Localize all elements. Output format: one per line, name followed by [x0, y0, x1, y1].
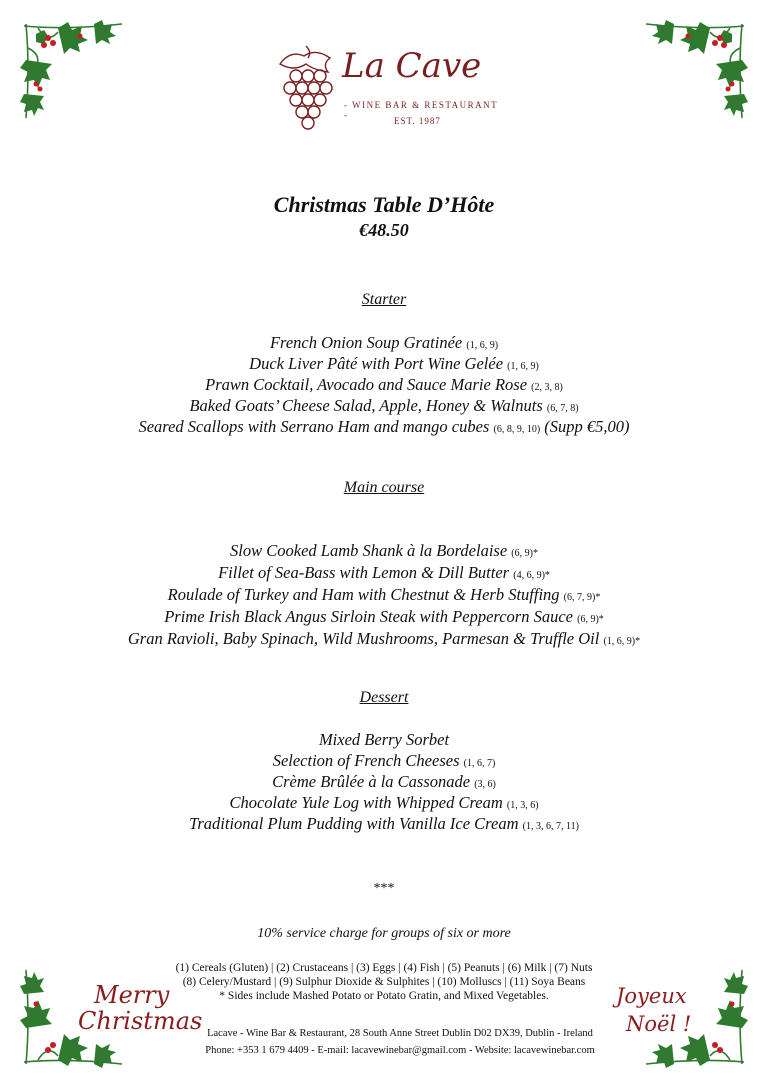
logo-established: EST. 1987: [394, 116, 441, 126]
menu-item: [0, 772, 768, 792]
allergen-codes: (1, 6, 9)*: [603, 636, 641, 647]
section-heading-main-course: Main course: [343, 479, 425, 496]
menu-item: [10, 354, 768, 374]
menu-item-name: French Onion Soup Gratinée: [269, 333, 463, 352]
menu-item: [0, 629, 768, 649]
noel-line: Noël !: [626, 1012, 692, 1036]
allergen-codes: (2, 3, 8): [531, 382, 563, 393]
menu-item-name: Seared Scallops with Serrano Ham and mango cubes: [138, 417, 490, 436]
supplement-price: (Supp €5,00): [544, 417, 630, 436]
separator: ***: [373, 881, 395, 896]
logo-name: La Cave: [342, 46, 482, 86]
footer-address: Lacave - Wine Bar & Restaurant, 28 South Anne Street Dublin D02 DX39, Dublin - Ireland: [207, 1028, 593, 1039]
christmas-line: Christmas: [78, 1007, 203, 1035]
menu-item: [0, 814, 768, 834]
menu-item-name: Fillet of Sea-Bass with Lemon & Dill Butter: [218, 563, 510, 582]
menu-item: [0, 375, 768, 395]
allergen-codes: (1, 3, 6): [506, 800, 539, 811]
menu-item-name: Chocolate Yule Log with Whipped Cream: [229, 793, 503, 812]
menu-item: [0, 607, 768, 627]
allergen-codes: (1, 6, 9): [507, 361, 539, 372]
holly-corner-top-right-icon: [640, 18, 750, 123]
allergen-codes: (1, 3, 6, 7, 11): [522, 821, 579, 832]
menu-title: Christmas Table D’Hôte: [273, 192, 495, 217]
menu-item-name: Crème Brûlée à la Cassonade: [272, 772, 471, 791]
menu-item-name: Slow Cooked Lamb Shank à la Bordelaise: [230, 541, 508, 560]
service-note: 10% service charge for groups of six or more: [257, 926, 511, 941]
menu-item: [0, 541, 768, 561]
grape-bunch-icon: [276, 42, 338, 130]
allergen-codes: (6, 9)*: [577, 614, 604, 625]
menu-item-name: Selection of French Cheeses: [272, 751, 460, 770]
menu-item: [0, 585, 768, 605]
menu-item: [0, 730, 768, 750]
menu-item-name: Mixed Berry Sorbet: [318, 730, 450, 749]
allergen-codes: (6, 7, 8): [546, 403, 579, 414]
merry-line: Merry: [94, 981, 170, 1009]
footer-contact: Phone: +353 1 679 4409 - E-mail: lacavewinebar@gmail.com - Website: lacavewinebar.com: [205, 1045, 595, 1056]
joyeux-noel-text: [616, 982, 691, 1038]
menu-item: [0, 417, 768, 437]
allergen-legend-line-1: (1) Cereals (Gluten) | (2) Crustaceans | (3) Eggs | (4) Fish | (5) Peanuts | (6) Milk | (7) Nuts: [175, 962, 593, 974]
menu-item: [0, 333, 768, 353]
menu-item-name: Gran Ravioli, Baby Spinach, Wild Mushrooms, Parmesan & Truffle Oil: [127, 629, 600, 648]
joyeux-line: Joyeux: [616, 984, 687, 1008]
menu-item: [0, 563, 768, 583]
menu-price: €48.50: [359, 220, 409, 240]
menu-item-name: Prime Irish Black Angus Sirloin Steak with Peppercorn Sauce: [164, 607, 573, 626]
logo-subtitle: - WINE BAR & RESTAURANT -: [344, 100, 498, 120]
merry-christmas-text: [78, 982, 202, 1034]
menu-item: [0, 751, 768, 771]
logo: [272, 40, 502, 132]
sides-note: * Sides include Mashed Potato or Potato Gratin, and Mixed Vegetables.: [219, 990, 549, 1002]
allergen-codes: (6, 7, 9)*: [563, 592, 601, 603]
allergen-codes: (4, 6, 9)*: [513, 570, 550, 581]
menu-item: [0, 793, 768, 813]
menu-item-name: Roulade of Turkey and Ham with Chestnut & Herb Stuffing: [167, 585, 560, 604]
allergen-codes: (6, 9)*: [511, 548, 538, 559]
section-heading-dessert: Dessert: [359, 689, 409, 706]
menu-item-name: Prawn Cocktail, Avocado and Sauce Marie Rose: [205, 375, 528, 394]
section-heading-starter: Starter: [361, 291, 407, 308]
holly-corner-top-left-icon: [18, 18, 128, 123]
menu-item-name: Traditional Plum Pudding with Vanilla Ice Cream: [189, 814, 519, 833]
menu-item-name: Duck Liver Pâté with Port Wine Gelée: [249, 354, 504, 373]
menu-item: [0, 396, 768, 416]
allergen-codes: (6, 8, 9, 10): [493, 424, 541, 435]
allergen-codes: (1, 6, 9): [466, 340, 499, 351]
allergen-codes: (1, 6, 7): [463, 758, 496, 769]
menu-item-name: Baked Goats’ Cheese Salad, Apple, Honey & Walnuts: [189, 396, 543, 415]
allergen-legend-line-2: (8) Celery/Mustard | (9) Sulphur Dioxide & Sulphites | (10) Molluscs | (11) Soya Beans: [182, 976, 586, 988]
allergen-codes: (3, 6): [474, 779, 496, 790]
